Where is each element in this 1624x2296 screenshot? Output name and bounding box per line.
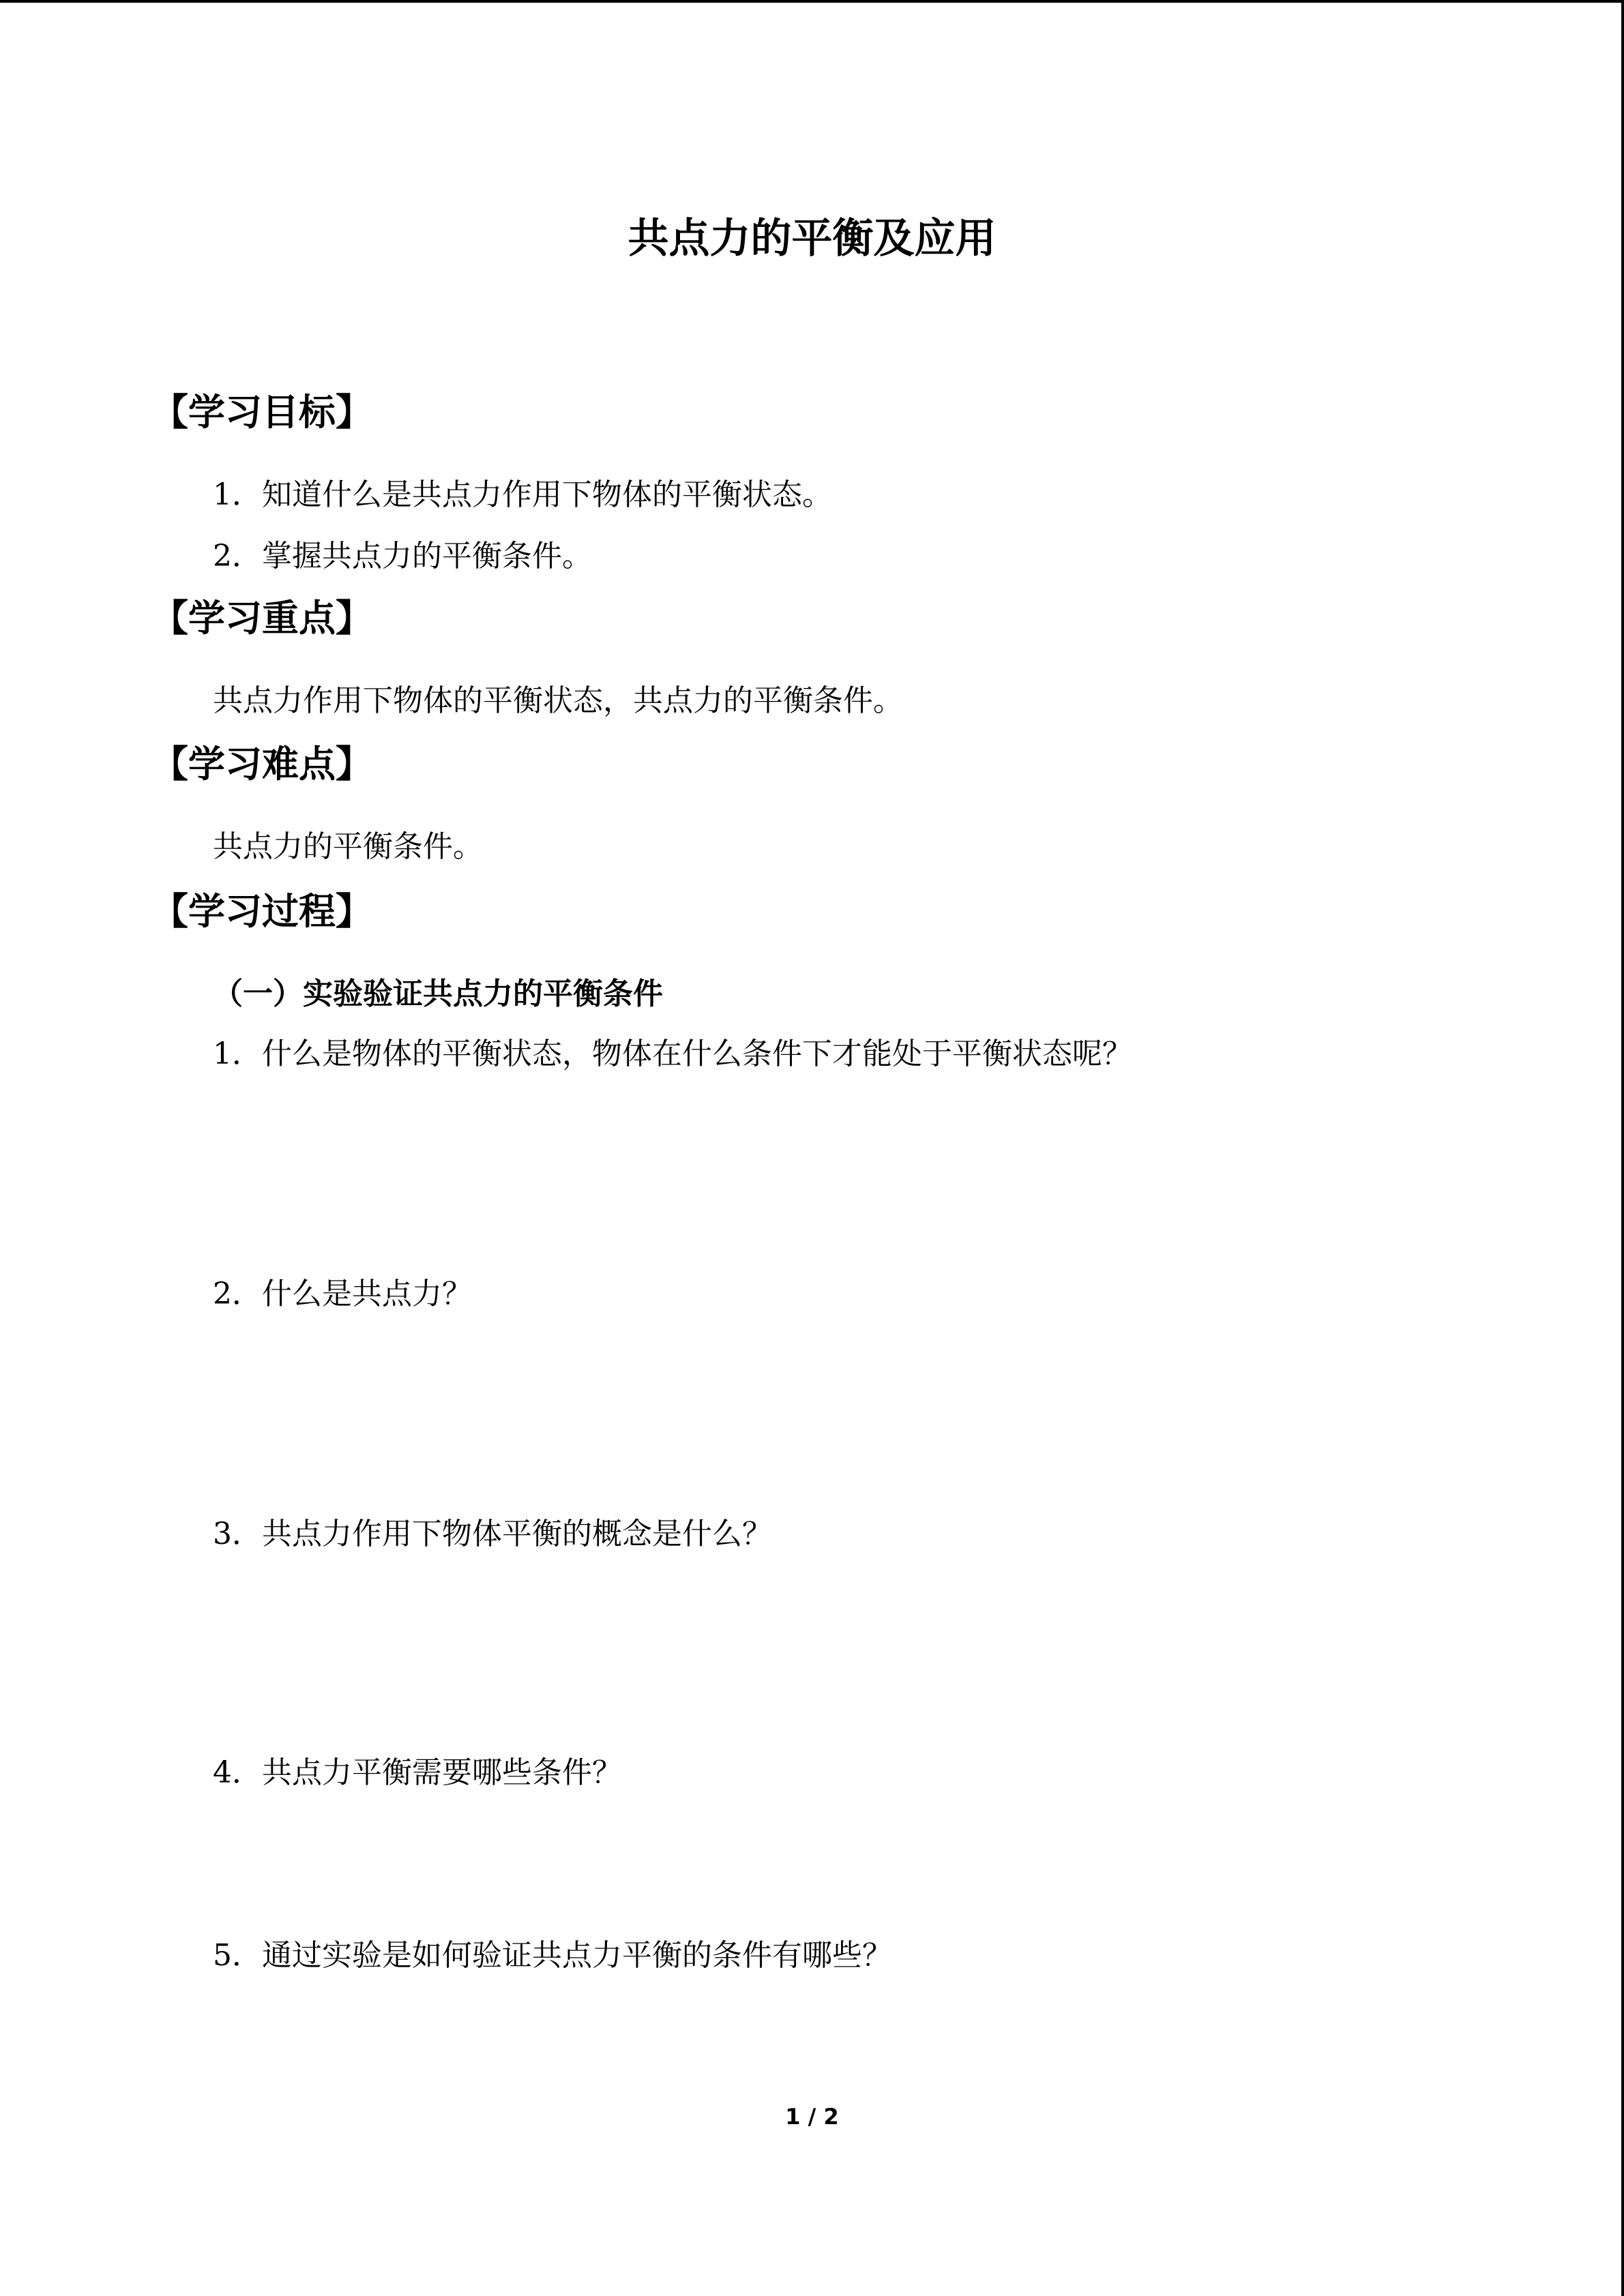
heading-difficulties: 【学习难点】 [151,743,372,786]
question-5: 5．通过实验是如何验证共点力平衡的条件有哪些？ [213,1938,892,1973]
objective-item-2: 2．掌握共点力的平衡条件。 [213,539,592,573]
question-4: 4．共点力平衡需要哪些条件？ [213,1755,622,1790]
page-title: 共点力的平衡及应用 [628,215,996,263]
question-3: 3．共点力作用下物体平衡的概念是什么？ [213,1517,772,1551]
difficulties-text: 共点力的平衡条件。 [213,829,483,864]
heading-learning-objectives: 【学习目标】 [151,391,372,434]
question-1: 1．什么是物体的平衡状态，物体在什么条件下才能处于平衡状态呢？ [213,1037,1132,1071]
page-number: 1 / 2 [785,2104,839,2130]
question-2: 2．什么是共点力？ [213,1277,472,1311]
heading-learning-process: 【学习过程】 [151,890,372,933]
key-points-text: 共点力作用下物体的平衡状态，共点力的平衡条件。 [213,683,903,718]
heading-key-points: 【学习重点】 [151,597,372,640]
page-border-top [0,0,1624,3]
page-border-right [1621,0,1624,2296]
objective-item-1: 1．知道什么是共点力作用下物体的平衡状态。 [213,477,832,512]
process-subheading: （一）实验验证共点力的平衡条件 [213,976,663,1011]
